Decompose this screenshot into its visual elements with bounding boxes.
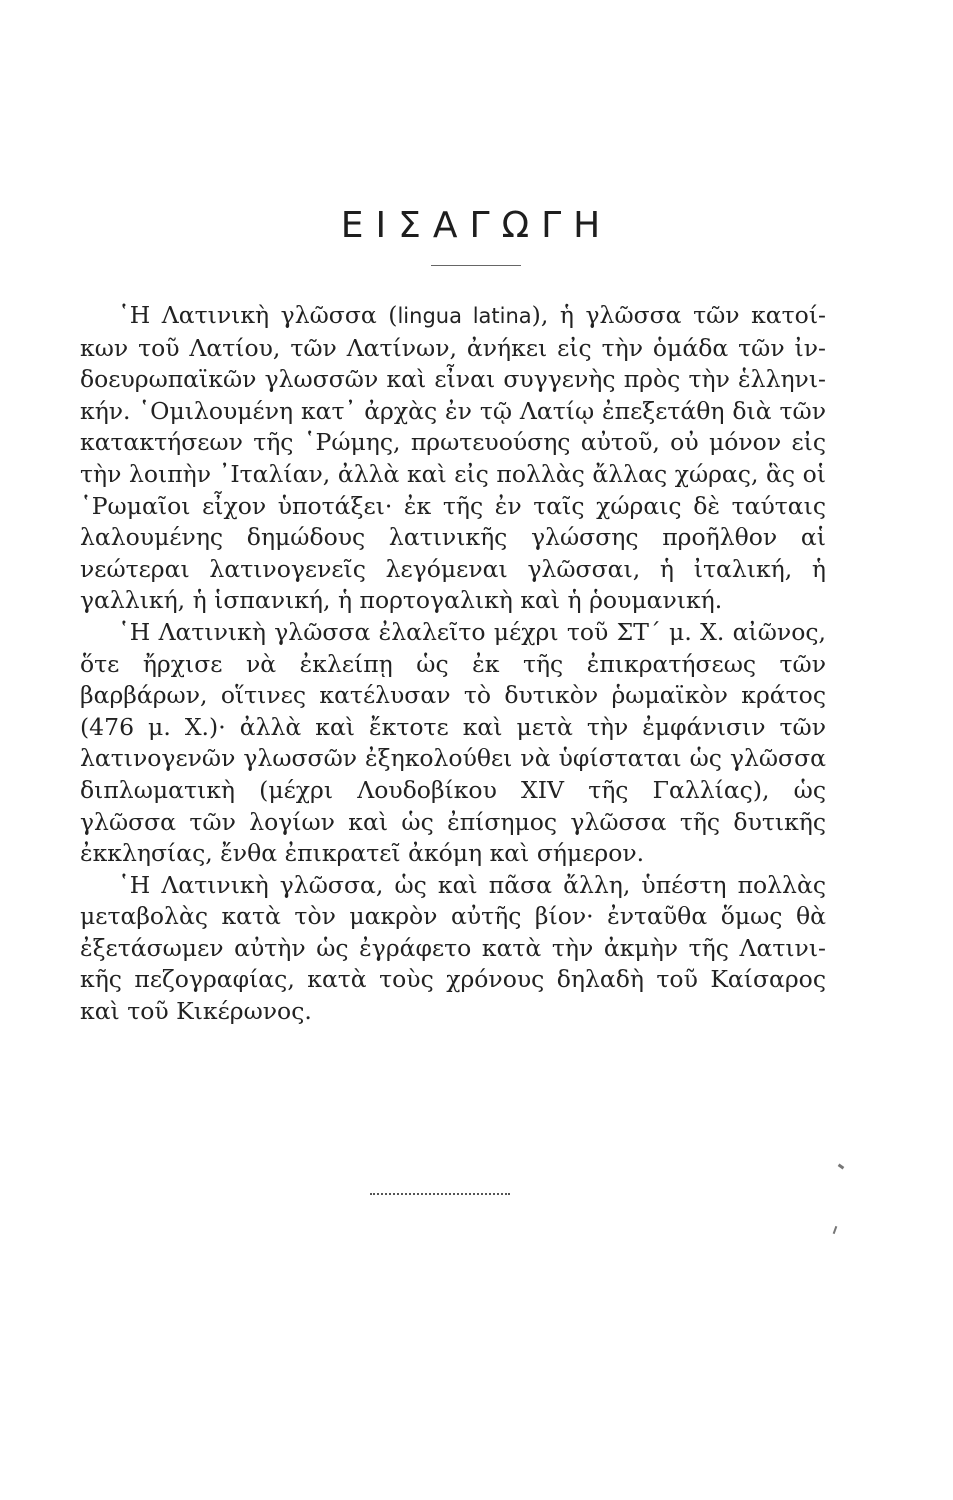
paper-speck (833, 1226, 838, 1234)
paragraph-1 (80, 300, 826, 617)
paragraph-2: ῾Η Λατινικὴ γλῶσσα ἐλαλεῖτο μέχρι τοῦ ΣΤ´ μ. Χ. αἰῶνος, ὅτε ἤρχισε νὰ ἐκλείπῃ ὡς ἐκ τῆς ἐπικρατήσεως τῶν βαρβάρων, οἵτινες κατέλυσαν τὸ δυτικὸν ῥωμαϊκὸν κράτος (476 μ. Χ.)· ἀλλὰ καὶ ἔκτοτε καὶ μετὰ τὴν ἐμφάνισιν τῶν λατινογενῶν γλωσσῶν ἐξηκολούθει νὰ ὑφίσταται ὡς γλῶσσα διπλωματικὴ (μέχρι Λουδοβίκου XIV τῆς Γαλλίας), ὡς γλῶσσα τῶν λογίων καὶ ὡς ἐπίσημος γλῶσσα τῆς δυτικῆς ἐκκλησίας, ἔνθα ἐπικρατεῖ ἀκόμη καὶ σήμερον. (80, 617, 826, 868)
dotted-divider (370, 1193, 510, 1195)
paragraph-1-part-1: ῾Η Λατινικὴ γλῶσσα ( (118, 301, 398, 329)
page-title: ΕΙΣΑΓΩΓΗ (340, 205, 613, 246)
paragraph-3: ῾Η Λατινικὴ γλῶσσα, ὡς καὶ πᾶσα ἄλλη, ὑπέστη πολλὰς μεταβολὰς κατὰ τὸν μακρὸν αὐτῆς βίον· ἐνταῦθα ὅμως θὰ ἐξετάσωμεν αὐτὴν ὡς ἐγράφετο κατὰ τὴν ἀκμὴν τῆς Λατινικῆς πεζογραφίας, κατὰ τοὺς χρόνους δηλαδὴ τοῦ Καίσαρος καὶ τοῦ Κικέρωνος. (80, 870, 826, 1026)
title-divider (431, 265, 521, 266)
paper-speck (838, 1164, 845, 1170)
body-text (80, 300, 826, 1028)
paragraph-1-part-2: ), ἡ γλῶσσα τῶν κατοίκων τοῦ Λατίου, τῶν Λατίνων, ἀνήκει εἰς τὴν ὁμάδα τῶν ἰνδοευρωπαϊκῶν γλωσσῶν καὶ εἶναι συγγενὴς πρὸς τὴν ἑλληνικήν. ῾Ομιλουμένη κατ᾽ ἀρχὰς ἐν τῷ Λατίῳ ἐπεξετάθη διὰ τῶν κατακτήσεων τῆς ῾Ρώμης, πρωτευούσης αὐτοῦ, οὐ μόνον εἰς τὴν λοιπὴν ᾿Ιταλίαν, ἀλλὰ καὶ εἰς πολλὰς ἄλλας χώρας, ἃς οἱ ῾Ρωμαῖοι εἶχον ὑποτάξει· ἐκ τῆς ἐν ταῖς χώραις δὲ ταύταις λαλουμένης δημώδους λατινικῆς γλώσσης προῆλθον αἱ νεώτεραι λατινογενεῖς λεγόμεναι γλῶσσαι, ἡ ἰταλική, ἡ γαλλική, ἡ ἱσπανική, ἡ πορτογαλικὴ καὶ ἡ ῥουμανική. (80, 301, 826, 615)
latin-term: lingua latina (397, 304, 532, 328)
